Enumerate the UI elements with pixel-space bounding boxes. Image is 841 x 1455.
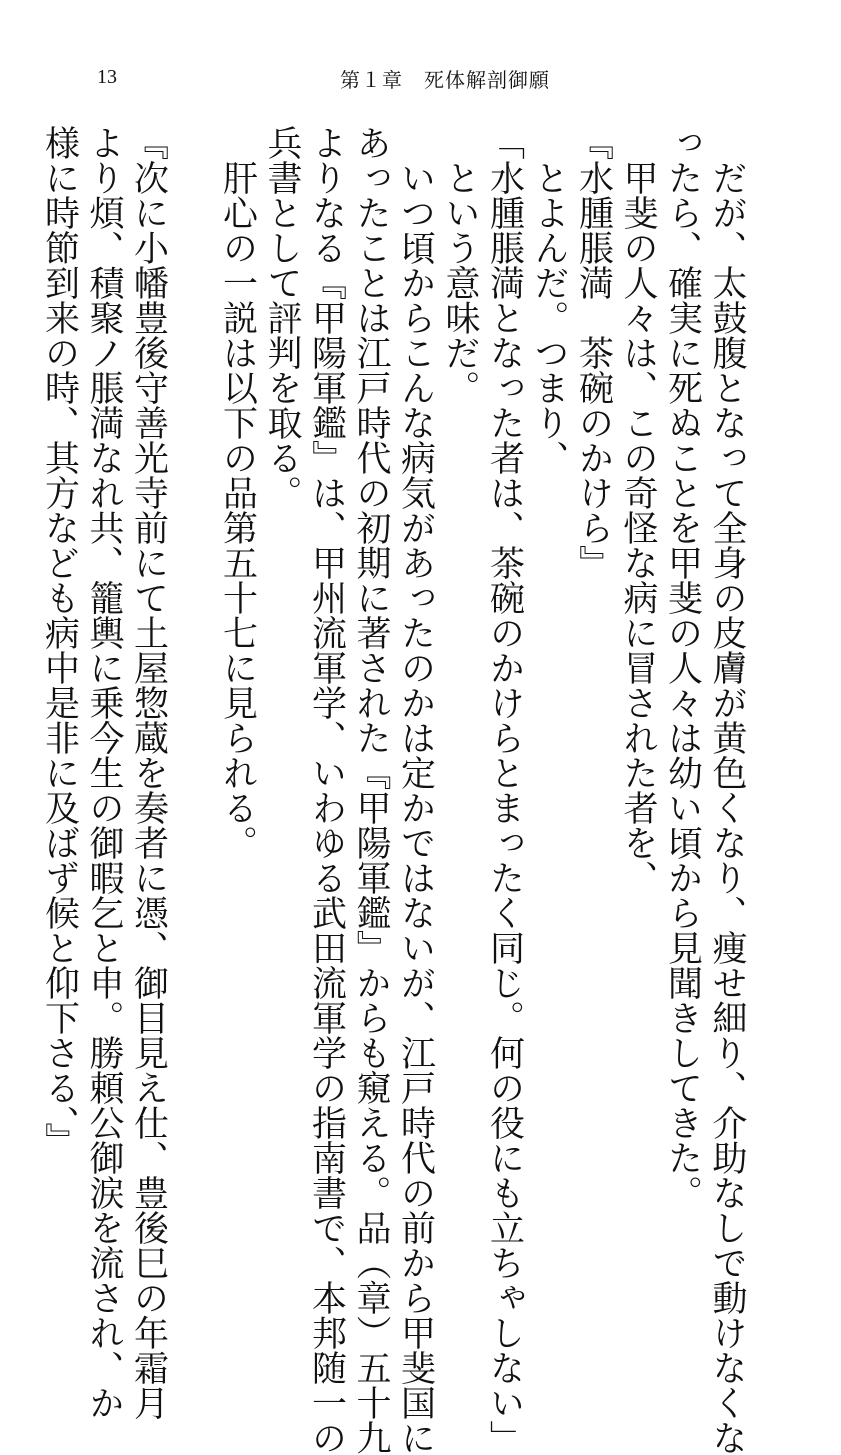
- text-line: 甲斐の人々は、この奇怪な病に冒された者を、: [618, 125, 658, 895]
- text-line: 肝心の一説は以下の品第五十七に見られる。: [217, 125, 258, 860]
- blank-line: [171, 125, 216, 1185]
- quote-line: より煩、積聚ノ脹満なれ共、籠輿に乗今生の御暇乞と申。勝頼公御涙を流され、か: [84, 125, 124, 1420]
- quote-line: 様に時節到来の時、其方なども病中是非に及ばず候と仰下さる、』: [39, 125, 80, 1158]
- text-line: ったら、確実に死ぬことを甲斐の人々は幼い頃から見聞きしてきた。: [662, 125, 703, 1210]
- text-line: いつ頃からこんな病気があったのかは定かではないが、江戸時代の前から甲斐国に: [395, 125, 436, 1455]
- text-line: あったことは江戸時代の初期に著された『甲陽軍鑑』からも窺える。品（章）五十九: [351, 125, 391, 1455]
- text-line: とよんだ。つまり、: [529, 125, 569, 475]
- quote-line: 『次に小幡豊後守善光寺前にて土屋惣蔵を奏者に憑、御目見え仕、豊後巳の年霜月: [128, 125, 169, 1420]
- body-text: [39, 125, 749, 1455]
- text-line: という意味だ。: [440, 125, 480, 405]
- text-line: だが、太鼓腹となって全身の皮膚が黄色くなり、痩せ細り、介助なしで動けなくな: [707, 125, 747, 1455]
- text-line: よりなる『甲陽軍鑑』は、甲州流軍学、いわゆる武田流軍学の指南書で、本邦随一の: [306, 125, 347, 1455]
- page-number: 13: [97, 66, 117, 88]
- text-line: 『水腫脹満 茶碗のかけら』: [573, 125, 614, 580]
- text-line: 兵書として評判を取る。: [262, 125, 302, 510]
- running-header: 第１章 死体解剖御願: [340, 68, 550, 92]
- text-line: 「水腫脹満となった者は、茶碗のかけらとまったく同じ。何の役にも立ちゃしない」: [484, 125, 525, 1455]
